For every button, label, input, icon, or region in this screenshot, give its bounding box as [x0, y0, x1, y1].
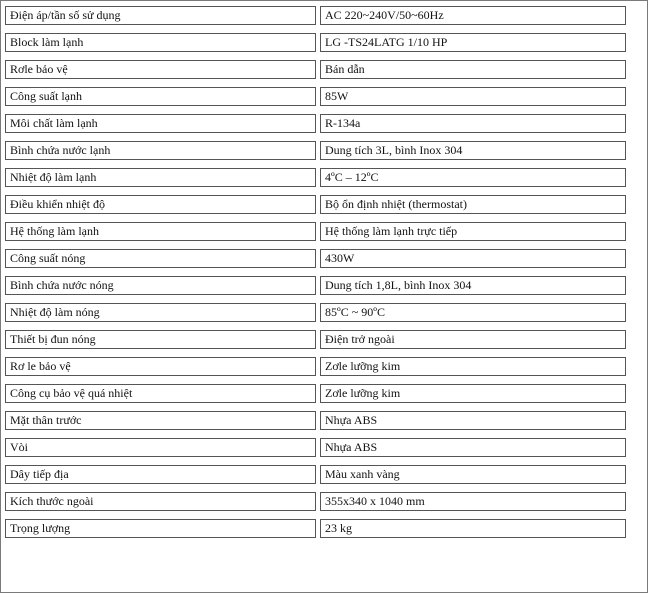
spec-value: Dung tích 3L, bình Inox 304: [320, 141, 626, 160]
spec-value: 430W: [320, 249, 626, 268]
spec-value: LG -TS24LATG 1/10 HP: [320, 33, 626, 52]
spec-label: Mặt thân trước: [5, 411, 316, 430]
spec-value: 85ºC ~ 90ºC: [320, 303, 626, 322]
spec-value: Điện trở ngoài: [320, 330, 626, 349]
spec-value: 4ºC – 12ºC: [320, 168, 626, 187]
spec-value: Hệ thống làm lạnh trực tiếp: [320, 222, 626, 241]
spec-label: Công cụ bảo vệ quá nhiệt: [5, 384, 316, 403]
table-row: [5, 276, 626, 295]
spec-value: Màu xanh vàng: [320, 465, 626, 484]
spec-label: Rơle bảo vệ: [5, 60, 316, 79]
table-row: [5, 222, 626, 241]
table-row: [5, 195, 626, 214]
table-row: [5, 357, 626, 376]
spec-label: Điện áp/tần số sử dụng: [5, 6, 316, 25]
spec-value: Bộ ổn định nhiệt (thermostat): [320, 195, 626, 214]
spec-value: Zơle lưỡng kim: [320, 384, 626, 403]
table-row: [5, 60, 626, 79]
spec-label: Block làm lạnh: [5, 33, 316, 52]
spec-label: Nhiệt độ làm lạnh: [5, 168, 316, 187]
spec-label: Nhiệt độ làm nóng: [5, 303, 316, 322]
spec-value: 23 kg: [320, 519, 626, 538]
table-row: [5, 303, 626, 322]
spec-label: Bình chứa nước lạnh: [5, 141, 316, 160]
spec-label: Trọng lượng: [5, 519, 316, 538]
spec-label: Thiết bị đun nóng: [5, 330, 316, 349]
spec-value: AC 220~240V/50~60Hz: [320, 6, 626, 25]
table-row: [5, 6, 626, 25]
table-row: [5, 114, 626, 133]
spec-value: Nhựa ABS: [320, 411, 626, 430]
spec-label: Môi chất làm lạnh: [5, 114, 316, 133]
spec-label: Kích thước ngoài: [5, 492, 316, 511]
table-row: [5, 330, 626, 349]
table-row: [5, 492, 626, 511]
table-row: [5, 438, 626, 457]
spec-label: Dây tiếp địa: [5, 465, 316, 484]
spec-value: Nhựa ABS: [320, 438, 626, 457]
table-row: [5, 519, 626, 538]
spec-value: Zơle lưỡng kim: [320, 357, 626, 376]
table-row: [5, 249, 626, 268]
table-row: [5, 465, 626, 484]
spec-label: Vòi: [5, 438, 316, 457]
table-row: [5, 141, 626, 160]
spec-table: [1, 0, 630, 546]
spec-label: Rơ le bảo vệ: [5, 357, 316, 376]
table-row: [5, 384, 626, 403]
spec-label: Công suất nóng: [5, 249, 316, 268]
spec-value: R-134a: [320, 114, 626, 133]
spec-label: Công suất lạnh: [5, 87, 316, 106]
table-row: [5, 411, 626, 430]
spec-value: 85W: [320, 87, 626, 106]
spec-value: Dung tích 1,8L, bình Inox 304: [320, 276, 626, 295]
spec-label: Hệ thống làm lạnh: [5, 222, 316, 241]
spec-value: Bán dẫn: [320, 60, 626, 79]
table-row: [5, 33, 626, 52]
spec-label: Điều khiển nhiệt độ: [5, 195, 316, 214]
table-row: [5, 87, 626, 106]
table-row: [5, 168, 626, 187]
spec-value: 355x340 x 1040 mm: [320, 492, 626, 511]
spec-label: Bình chứa nước nóng: [5, 276, 316, 295]
